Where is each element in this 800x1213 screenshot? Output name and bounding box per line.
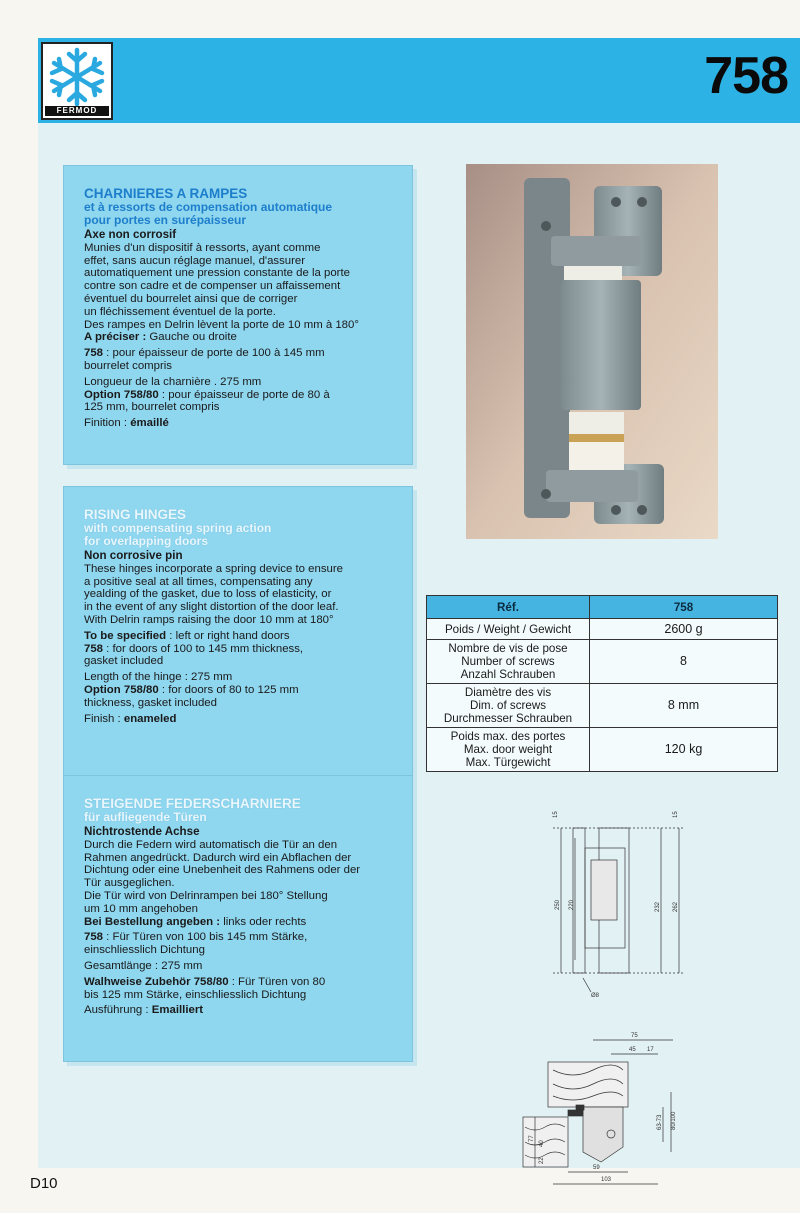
fermod-logo bbox=[41, 42, 113, 120]
dim-15-right: 15 bbox=[673, 811, 679, 818]
en-length: Length of the hinge : 275 mm bbox=[84, 671, 233, 684]
fr-model-758: 758 : pour épaisseur de porte de 100 à 145 mm bbox=[84, 347, 325, 360]
en-body-line: in the event of any slight distortion of the door leaf. bbox=[84, 601, 339, 614]
dim-250: 250 bbox=[555, 899, 561, 910]
dim-103: 103 bbox=[601, 1177, 612, 1183]
en-option-cont: thickness, gasket included bbox=[84, 696, 217, 709]
fr-finish: Finition : émaillé bbox=[84, 417, 169, 430]
header-ref: Réf. bbox=[427, 596, 590, 619]
page-number: D10 bbox=[30, 1175, 58, 1192]
table-row bbox=[427, 619, 778, 640]
page-background bbox=[38, 38, 800, 1183]
en-option: Option 758/80 : for doors of 80 to 125 mm bbox=[84, 683, 299, 696]
dim-40: 40 bbox=[539, 1140, 545, 1147]
spec-table bbox=[426, 595, 778, 772]
german-description-box bbox=[63, 775, 413, 1062]
en-specify: To be specified : left or right hand doors bbox=[84, 629, 290, 642]
top-view-drawing bbox=[493, 992, 693, 1183]
row-value: 8 bbox=[590, 640, 778, 684]
en-subtitle-2: for overlapping doors bbox=[84, 534, 209, 548]
fr-body-line: Munies d'un dispositif à ressorts, ayant comme bbox=[84, 241, 321, 254]
de-body-line: Tür ausgeglichen. bbox=[84, 877, 175, 890]
brand-label: FERMOD bbox=[45, 106, 109, 116]
front-view-drawing bbox=[503, 800, 718, 1000]
de-order: Bei Bestellung angeben : links oder rechts bbox=[84, 915, 307, 928]
dim-232: 232 bbox=[655, 901, 661, 912]
dim-77: 77 bbox=[529, 1135, 535, 1142]
de-option-cont: bis 125 mm Stärke, einschliesslich Dichtung bbox=[84, 988, 307, 1001]
fr-pin-heading: Axe non corrosif bbox=[84, 228, 177, 241]
table-row bbox=[427, 640, 778, 684]
en-subtitle-1: with compensating spring action bbox=[84, 521, 272, 535]
model-number: 758 bbox=[704, 47, 788, 105]
en-body-line: With Delrin ramps raising the door 10 mm at 180° bbox=[84, 613, 334, 626]
en-body-line: These hinges incorporate a spring device to ensure bbox=[84, 562, 343, 575]
de-option: Walhweise Zubehör 758/80 : Für Türen von 80 bbox=[84, 975, 326, 988]
hinge-photo bbox=[466, 164, 718, 539]
en-pin-heading: Non corrosive pin bbox=[84, 549, 183, 562]
de-body-line: Durch die Federn wird automatisch die Tür an den bbox=[84, 838, 338, 851]
table-row bbox=[427, 728, 778, 772]
fr-option-cont: 125 mm, bourrelet compris bbox=[84, 401, 220, 414]
dim-63-73: 63-73 bbox=[657, 1114, 663, 1130]
table-row bbox=[427, 684, 778, 728]
dim-screw-diameter: Ø8 bbox=[591, 993, 600, 999]
de-body-line: Rahmen angedrückt. Dadurch wird ein Abflachen der bbox=[84, 851, 352, 864]
dim-220: 220 bbox=[569, 899, 575, 910]
fr-subtitle-1: et à ressorts de compensation automatique bbox=[84, 200, 333, 214]
en-finish: Finish : enameled bbox=[84, 712, 177, 725]
fr-specify: A préciser : Gauche ou droite bbox=[84, 331, 237, 344]
dim-45: 45 bbox=[629, 1047, 636, 1053]
de-body-line: um 10 mm angehoben bbox=[84, 902, 198, 915]
en-model-758-cont: gasket included bbox=[84, 655, 164, 668]
fr-option: Option 758/80 : pour épaisseur de porte de 80 à bbox=[84, 388, 330, 401]
row-label: Diamètre des vis Dim. of screws Durchmesser Schrauben bbox=[427, 684, 590, 728]
row-value: 2600 g bbox=[590, 619, 778, 640]
row-label: Poids / Weight / Gewicht bbox=[427, 619, 590, 640]
fr-body-line: effet, sans aucun réglage manuel, d'assurer bbox=[84, 254, 306, 267]
header-model: 758 bbox=[590, 596, 778, 619]
english-description-box bbox=[63, 486, 413, 786]
row-label: Poids max. des portes Max. door weight Max. Türgewicht bbox=[427, 728, 590, 772]
dim-15-left: 15 bbox=[553, 811, 559, 818]
fr-body-line: éventuel du bourrelet ainsi que de corriger bbox=[84, 292, 298, 305]
de-title: STEIGENDE FEDERSCHARNIERE bbox=[84, 796, 301, 811]
header-bar bbox=[38, 38, 800, 123]
row-label: Nombre de vis de pose Number of screws Anzahl Schrauben bbox=[427, 640, 590, 684]
de-length: Gesamtlänge : 275 mm bbox=[84, 959, 203, 972]
dim-22: 22 bbox=[539, 1157, 545, 1164]
de-model-758: 758 : Für Türen von 100 bis 145 mm Stärke, bbox=[84, 931, 308, 944]
fr-body-line: automatiquement une pression constante de la porte bbox=[84, 267, 350, 280]
de-model-758-cont: einschliesslich Dichtung bbox=[84, 944, 205, 957]
snowflake-icon bbox=[47, 46, 107, 108]
fr-title: CHARNIERES A RAMPES bbox=[84, 186, 248, 201]
en-body-line: yealding of the gasket, due to loss of elasticity, or bbox=[84, 588, 332, 601]
french-description-box bbox=[63, 165, 413, 465]
row-value: 8 mm bbox=[590, 684, 778, 728]
fr-subtitle-2: pour portes en surépaisseur bbox=[84, 213, 247, 227]
dim-80-100: 80/100 bbox=[671, 1111, 677, 1130]
de-body-line: Dichtung oder eine Unebenheit des Rahmens oder der bbox=[84, 864, 361, 877]
en-body-line: a positive seal at all times, compensating any bbox=[84, 575, 313, 588]
row-value: 120 kg bbox=[590, 728, 778, 772]
de-pin-heading: Nichtrostende Achse bbox=[84, 825, 200, 838]
dim-75: 75 bbox=[631, 1033, 638, 1039]
fr-body-line: un fléchissement éventuel de la porte. bbox=[84, 305, 276, 318]
dim-59: 59 bbox=[593, 1165, 600, 1171]
fr-model-758-cont: bourrelet compris bbox=[84, 359, 172, 372]
de-subtitle-1: für aufliegende Türen bbox=[84, 810, 207, 824]
dim-262: 262 bbox=[673, 901, 679, 912]
fr-body-line: Des rampes en Delrin lèvent la porte de 10 mm à 180° bbox=[84, 318, 359, 331]
table-header-row bbox=[427, 596, 778, 619]
en-model-758: 758 : for doors of 100 to 145 mm thickness, bbox=[84, 642, 304, 655]
fr-length: Longueur de la charnière . 275 mm bbox=[84, 375, 262, 388]
de-finish: Ausführung : Emailliert bbox=[84, 1004, 204, 1017]
en-title: RISING HINGES bbox=[84, 507, 187, 522]
de-body-line: Die Tür wird von Delrinrampen bei 180° Stellung bbox=[84, 889, 328, 902]
fr-body-line: contre son cadre et de compenser un affaissement bbox=[84, 280, 341, 293]
dim-17: 17 bbox=[647, 1047, 654, 1053]
